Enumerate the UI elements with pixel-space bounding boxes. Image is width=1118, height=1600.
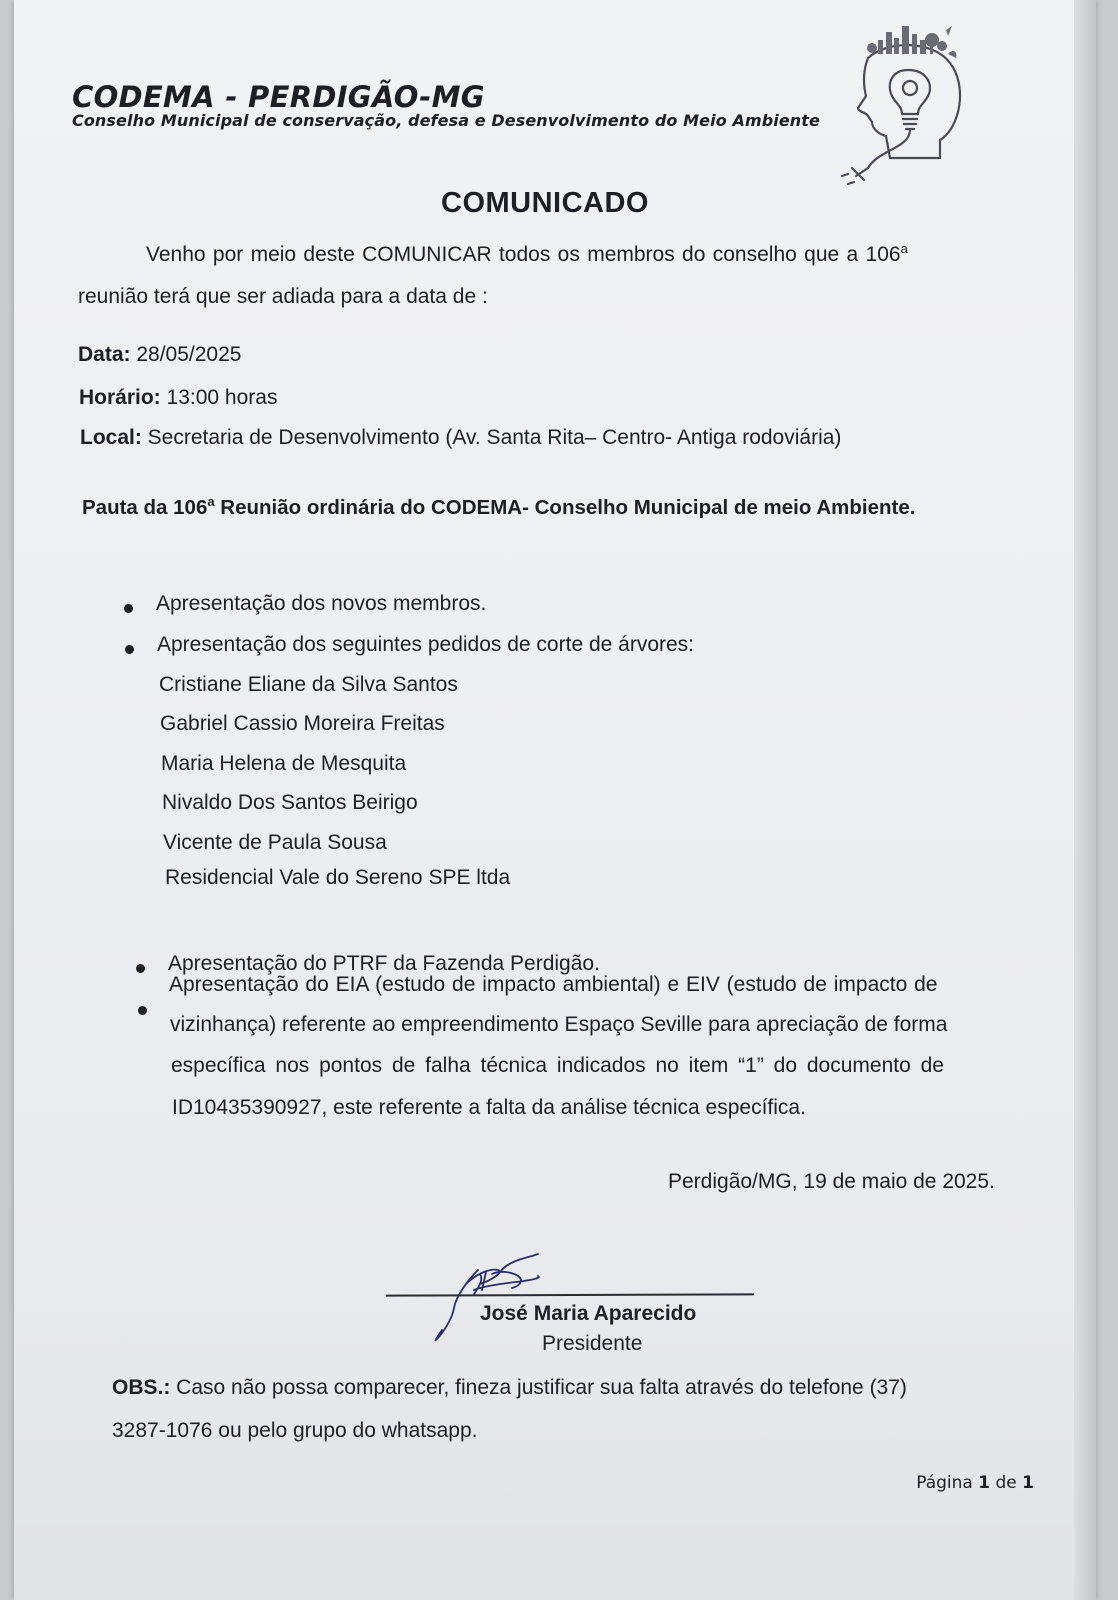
agenda-item-4-line-2: vizinhança) referente ao empreendimento Espaço Seville para apreciação de forma	[170, 1013, 948, 1036]
place-date: Perdigão/MG, 19 de maio de 2025.	[668, 1170, 995, 1193]
bullet-icon	[124, 604, 133, 613]
bullet-icon	[138, 1006, 147, 1015]
name-item: Maria Helena de Mesquita	[161, 752, 407, 775]
org-subtitle: Conselho Municipal de conservação, defesa e Desenvolvimento do Meio Ambiente	[72, 111, 820, 130]
obs-line-2: 3287-1076 ou pelo grupo do whatsapp.	[112, 1419, 478, 1442]
agenda-item-4-line-3: específica nos pontos de falha técnica indicados no item “1” do documento de	[171, 1054, 944, 1077]
date-line: Data: 28/05/2025	[78, 343, 242, 366]
name-item: Residencial Vale do Sereno SPE ltda	[165, 866, 511, 889]
agenda-heading: Pauta da 106$^a$ Reunião ordinária do CODEMA- Conselho Municipal de meio Ambiente.	[82, 494, 916, 519]
document-title: COMUNICADO	[441, 187, 649, 219]
agenda-item-4-line-4: ID10435390927, este referente a falta da análise técnica específica.	[172, 1096, 806, 1119]
place-line: Local: Secretaria de Desenvolvimento (Av. Santa Rita– Centro- Antiga rodoviária)	[80, 426, 842, 449]
name-item: Cristiane Eliane da Silva Santos	[159, 673, 458, 696]
bullet-icon	[125, 645, 134, 654]
signer-role: Presidente	[542, 1332, 643, 1355]
head-lightbulb-icon	[828, 18, 978, 188]
time-line: Horário: 13:00 horas	[79, 386, 278, 409]
obs-line-1: OBS.: Caso não possa comparecer, fineza justificar sua falta através do telefone (37)	[112, 1376, 907, 1399]
page-number: Página 1 de 1	[916, 1473, 1034, 1493]
agenda-item-4-line-1: Apresentação do EIA (estudo de impacto ambiental) e EIV (estudo de impacto de	[169, 973, 938, 996]
agenda-item-3: Apresentação do PTRF da Fazenda Perdigão.	[168, 952, 600, 975]
bullet-icon	[136, 964, 145, 973]
signer-name: José Maria Aparecido	[480, 1302, 697, 1325]
org-title: CODEMA - PERDIGÃO-MG	[72, 80, 485, 114]
intro-line-2: reunião terá que ser adiada para a data de :	[78, 285, 488, 308]
name-item: Vicente de Paula Sousa	[163, 831, 387, 854]
intro-line-1: Venho por meio deste COMUNICAR todos os membros do conselho que a 106$^a$	[146, 241, 908, 266]
agenda-item-1: Apresentação dos novos membros.	[156, 592, 487, 615]
name-item: Nivaldo Dos Santos Beirigo	[162, 791, 418, 814]
name-item: Gabriel Cassio Moreira Freitas	[160, 712, 445, 735]
agenda-item-2: Apresentação dos seguintes pedidos de corte de árvores:	[157, 633, 695, 656]
page-edge	[1074, 0, 1096, 1600]
